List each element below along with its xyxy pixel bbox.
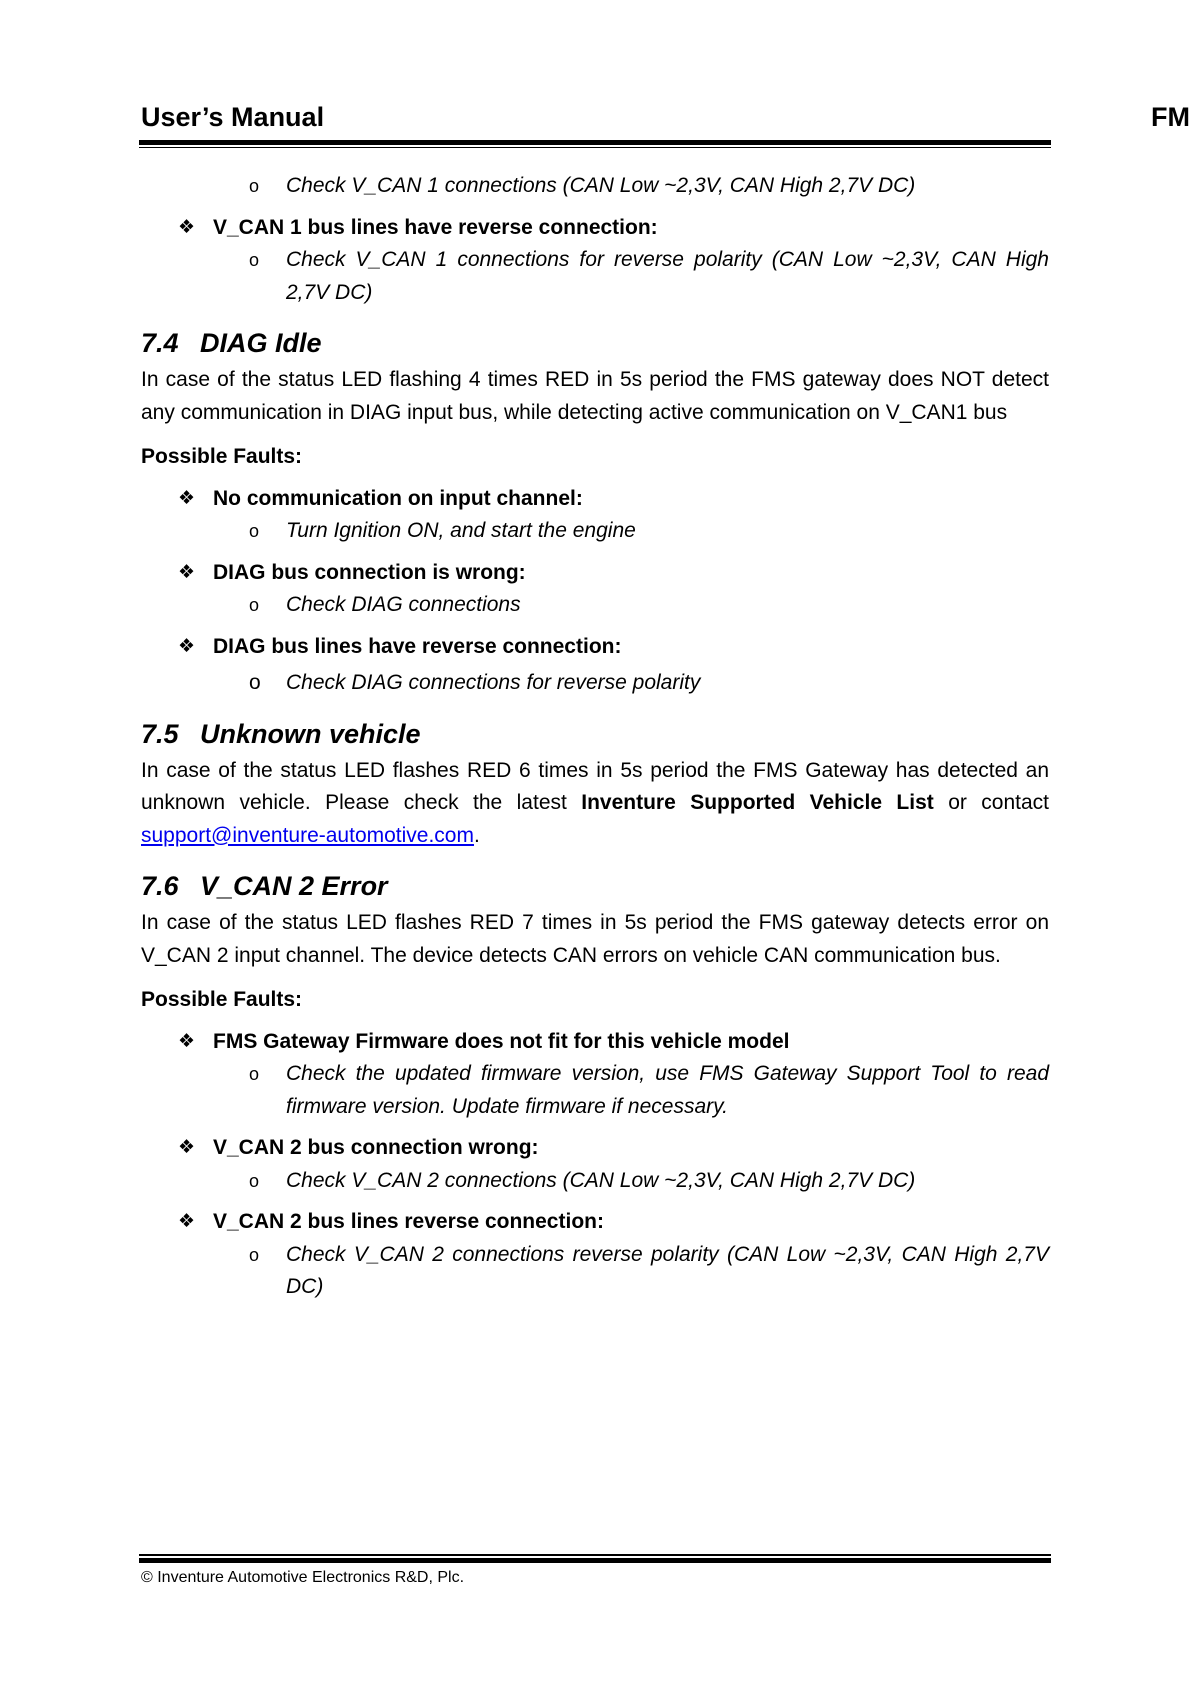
diamond-bullet-icon: ❖	[178, 1030, 196, 1052]
list-item-text: Check V_CAN 2 connections (CAN Low ~2,3V, CAN High 2,7V DC)	[286, 1168, 916, 1192]
paragraph-text: or contact	[933, 791, 1049, 814]
manual-title: User’s Manual	[141, 102, 325, 132]
fault-item	[141, 1026, 1049, 1059]
list-item-text: Check the updated firmware version, use FMS Gateway Support Tool to read firmware version. Update firmware if necessary.	[286, 1062, 1049, 1118]
section-number: 7.5	[141, 718, 179, 749]
fault-title: FMS Gateway Firmware does not fit for this vehicle model	[213, 1029, 790, 1053]
list-item	[141, 1165, 1049, 1198]
list-item	[141, 667, 1049, 700]
fault-item	[141, 1132, 1049, 1165]
list-item	[141, 1239, 1049, 1304]
section-title: Unknown vehicle	[200, 718, 421, 749]
fault-item	[141, 212, 1049, 245]
list-item-text: Check DIAG connections	[286, 593, 521, 616]
list-item	[141, 244, 1049, 309]
section-title: DIAG Idle	[200, 328, 322, 358]
support-email-link[interactable]: support@inventure-automotive.com	[141, 823, 474, 847]
list-item-text: Turn Ignition ON, and start the engine	[286, 519, 636, 542]
circle-bullet-icon: o	[249, 595, 260, 615]
diamond-bullet-icon: ❖	[178, 1211, 196, 1232]
possible-faults-label: Possible Faults:	[141, 988, 303, 1011]
fault-title: V_CAN 1 bus lines have reverse connection:	[213, 215, 658, 239]
footer-divider	[139, 1554, 1051, 1563]
section-heading-7-4	[141, 325, 1049, 361]
circle-bullet-icon: o	[249, 1064, 260, 1084]
page-content	[141, 170, 1049, 1304]
circle-bullet-icon: o	[249, 176, 260, 196]
list-item-text: Check V_CAN 1 connections (CAN Low ~2,3V, CAN High 2,7V DC)	[286, 174, 916, 197]
supported-vehicle-list-ref: Inventure Supported Vehicle List	[581, 791, 934, 814]
list-item	[141, 1058, 1049, 1123]
diamond-bullet-icon: ❖	[178, 1137, 196, 1158]
circle-bullet-icon: o	[249, 671, 261, 694]
diamond-bullet-icon: ❖	[178, 487, 196, 509]
list-item	[141, 589, 1049, 622]
paragraph-text: In case of the status LED flashes RED 6 times in 5s period the FMS Gateway has detected an unknown vehicle. Please check the latest	[141, 758, 1049, 814]
list-item-text: Check V_CAN 1 connections for reverse polarity (CAN Low ~2,3V, CAN High 2,7V DC)	[286, 248, 1049, 304]
fault-item	[141, 483, 1049, 516]
fault-title: V_CAN 2 bus lines reverse connection:	[213, 1210, 604, 1233]
diamond-bullet-icon: ❖	[178, 216, 196, 238]
diamond-bullet-icon: ❖	[178, 635, 196, 657]
list-item-text: Check V_CAN 2 connections reverse polarity (CAN Low ~2,3V, CAN High 2,7V DC)	[286, 1242, 1049, 1298]
possible-faults-label: Possible Faults:	[141, 445, 303, 468]
section-paragraph: In case of the status LED flashing 4 times RED in 5s period the FMS gateway does NOT detect any communication in DIAG input bus, while detecting active communication on V_CAN1 bus	[141, 368, 1049, 424]
section-title: V_CAN 2 Error	[200, 871, 388, 901]
header-divider	[139, 140, 1051, 148]
fault-item	[141, 631, 1049, 664]
list-item	[141, 170, 1049, 203]
list-item-text: Check DIAG connections for reverse polarity	[286, 671, 701, 694]
diamond-bullet-icon: ❖	[178, 561, 196, 583]
fault-title: DIAG bus lines have reverse connection:	[213, 634, 622, 658]
section-heading-7-6	[141, 868, 1049, 904]
paragraph-text: .	[473, 823, 480, 847]
list-item	[141, 515, 1049, 548]
circle-bullet-icon: o	[249, 521, 260, 541]
fault-item	[141, 1206, 1049, 1239]
section-heading-7-5	[141, 716, 1049, 752]
circle-bullet-icon: o	[249, 1170, 260, 1191]
section-paragraph: In case of the status LED flashes RED 7 times in 5s period the FMS gateway detects error on V_CAN 2 input channel. The device detects CAN errors on vehicle CAN communication bus.	[141, 911, 1049, 967]
section-paragraph	[141, 755, 1049, 853]
fault-item	[141, 557, 1049, 590]
fault-title: DIAG bus connection is wrong:	[213, 560, 526, 584]
fault-title: No communication on input channel:	[213, 486, 583, 510]
footer-copyright: © Inventure Automotive Electronics R&D, Plc.	[141, 1569, 465, 1586]
section-number: 7.4	[141, 328, 179, 358]
header-product-label: FM	[1151, 102, 1190, 132]
circle-bullet-icon: o	[249, 250, 260, 270]
section-number: 7.6	[141, 871, 179, 901]
fault-title: V_CAN 2 bus connection wrong:	[213, 1136, 539, 1159]
circle-bullet-icon: o	[249, 1244, 260, 1265]
